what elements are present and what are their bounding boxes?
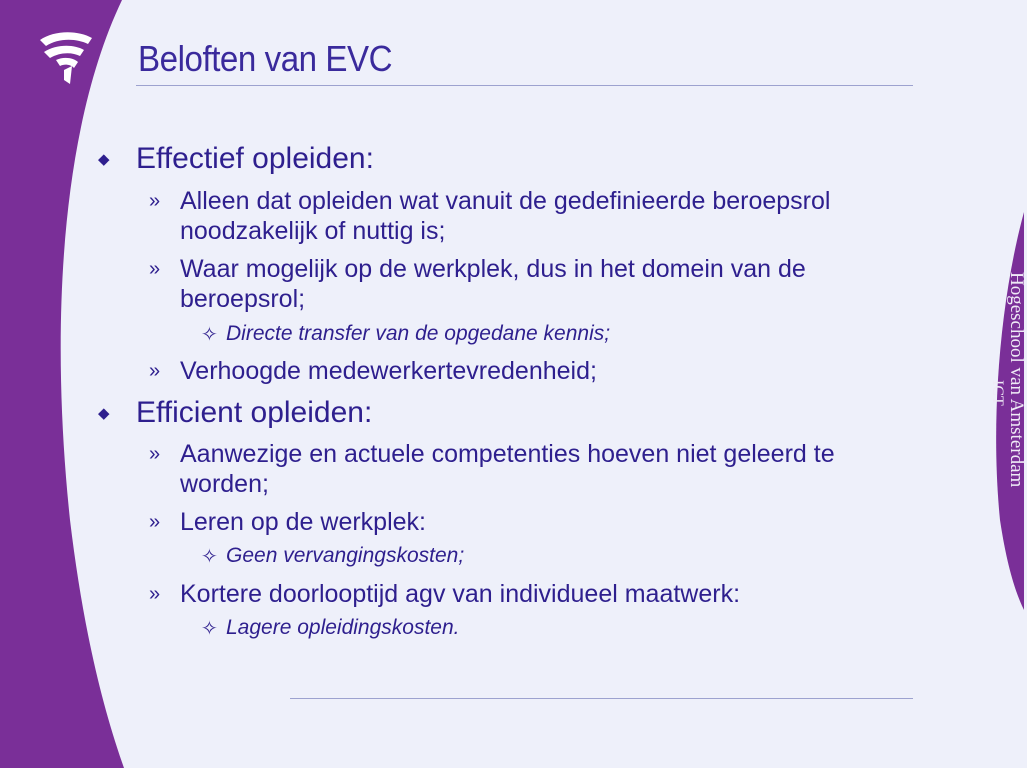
bullet-heading: Effectief opleiden: bbox=[136, 142, 374, 175]
diamond-bullet-icon: ◆ bbox=[98, 405, 110, 422]
list-item-line: beroepsrol; bbox=[180, 285, 306, 313]
sub-item: Geen vervangingskosten; bbox=[226, 544, 465, 567]
list-item: Leren op de werkplek: bbox=[180, 508, 426, 536]
title-divider bbox=[136, 85, 913, 86]
list-item-line: Waar mogelijk op de werkplek, dus in het domein van de bbox=[180, 255, 806, 283]
bullet-heading: Efficient opleiden: bbox=[136, 396, 373, 429]
list-item bbox=[180, 186, 830, 246]
list-item bbox=[180, 254, 806, 314]
list-item-line: Alleen dat opleiden wat vanuit de gedefinieerde beroepsrol bbox=[180, 187, 831, 215]
star-marker-icon: ✧ bbox=[201, 618, 218, 640]
list-item-line: noodzakelijk of nuttig is; bbox=[180, 217, 446, 245]
sub-item: Directe transfer van de opgedane kennis; bbox=[226, 322, 611, 345]
diamond-bullet-icon: ◆ bbox=[98, 151, 110, 168]
list-item-line: Aanwezige en actuele competenties hoeven niet geleerd te bbox=[180, 440, 835, 468]
list-item: Kortere doorlooptijd agv van individueel maatwerk: bbox=[180, 580, 741, 608]
institution-name: Hogeschool van Amsterdam bbox=[1006, 272, 1027, 488]
chevron-marker-icon: » bbox=[149, 258, 161, 280]
slide-title: Beloften van EVC bbox=[138, 38, 393, 79]
star-marker-icon: ✧ bbox=[201, 324, 218, 346]
list-item-line: worden; bbox=[180, 470, 269, 498]
chevron-marker-icon: » bbox=[149, 583, 161, 605]
department-name: ICT bbox=[989, 380, 1006, 406]
chevron-marker-icon: » bbox=[149, 360, 161, 382]
sub-item: Lagere opleidingskosten. bbox=[226, 616, 460, 639]
footer-divider bbox=[290, 698, 913, 699]
hva-logo-icon bbox=[34, 26, 98, 90]
chevron-marker-icon: » bbox=[149, 511, 161, 533]
list-item bbox=[180, 439, 835, 499]
star-marker-icon: ✧ bbox=[201, 546, 218, 568]
list-item: Verhoogde medewerkertevredenheid; bbox=[180, 357, 597, 385]
chevron-marker-icon: » bbox=[149, 190, 161, 212]
chevron-marker-icon: » bbox=[149, 443, 161, 465]
